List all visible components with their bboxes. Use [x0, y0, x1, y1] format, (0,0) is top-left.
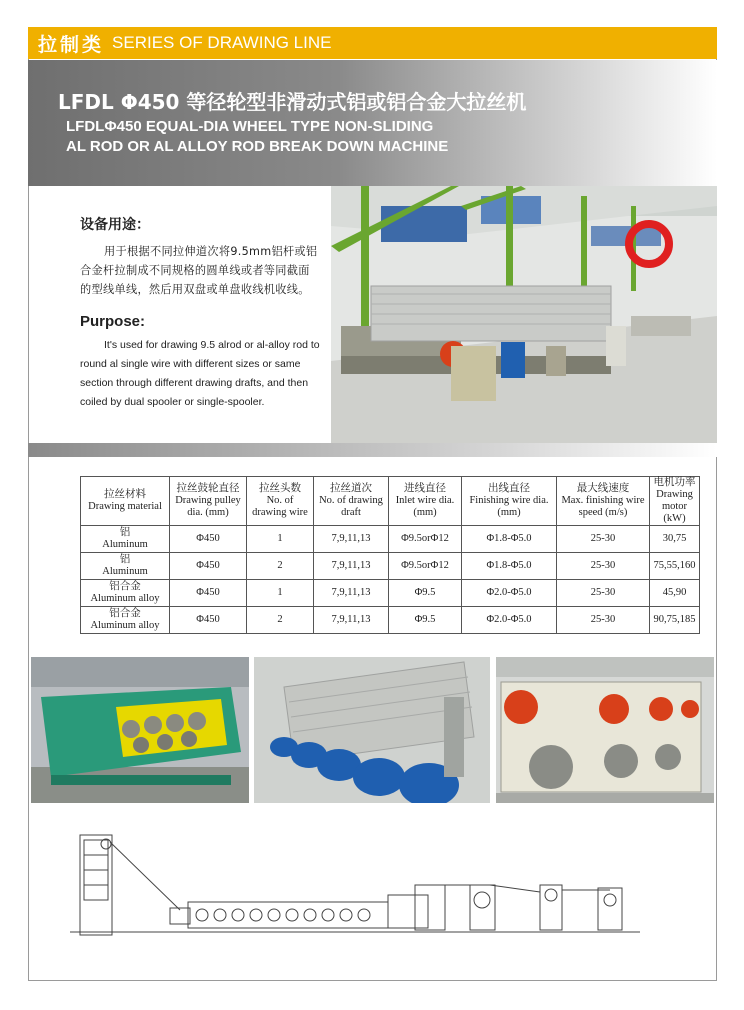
- production-line-diagram: [70, 830, 690, 940]
- table-header-cell: 拉丝鼓轮直径 Drawing pulley dia. (mm): [170, 477, 247, 526]
- drafts-cell: 7,9,11,13: [314, 607, 389, 634]
- machine-photo-motors: [254, 657, 490, 803]
- table-header-cell: 出线直径 Finishing wire dia. (mm): [462, 477, 557, 526]
- purpose-heading-en: Purpose:: [80, 313, 146, 330]
- motor-cell: 45,90: [650, 580, 700, 607]
- pulley-cell: Φ450: [170, 607, 247, 634]
- table-row: [81, 553, 700, 580]
- speed-cell: 25-30: [557, 580, 650, 607]
- product-title-en-line1: LFDLΦ450 EQUAL-DIA WHEEL TYPE NON-SLIDING: [66, 118, 434, 135]
- spec-table: [80, 476, 700, 634]
- finish-cell: Φ2.0-Φ5.0: [462, 607, 557, 634]
- table-row: [81, 607, 700, 634]
- finish-cell: Φ2.0-Φ5.0: [462, 580, 557, 607]
- drafts-cell: 7,9,11,13: [314, 526, 389, 553]
- factory-photo: [331, 186, 717, 443]
- material-cell: 铝 Aluminum: [81, 553, 170, 580]
- inlet-cell: Φ9.5orΦ12: [389, 526, 462, 553]
- inlet-cell: Φ9.5orΦ12: [389, 553, 462, 580]
- machine-photo-pulleys: [496, 657, 714, 803]
- drafts-cell: 7,9,11,13: [314, 553, 389, 580]
- divider-strip: [28, 443, 717, 457]
- table-header-cell: 电机功率 Drawing motor (kW): [650, 477, 700, 526]
- pulley-cell: Φ450: [170, 580, 247, 607]
- table-header-row: [81, 477, 700, 526]
- table-row: [81, 526, 700, 553]
- drafts-cell: 7,9,11,13: [314, 580, 389, 607]
- material-cell: 铝 Aluminum: [81, 526, 170, 553]
- pulley-cell: Φ450: [170, 526, 247, 553]
- machine-photo-green: [31, 657, 249, 803]
- finish-cell: Φ1.8-Φ5.0: [462, 526, 557, 553]
- heads-cell: 2: [247, 607, 314, 634]
- table-row: [81, 580, 700, 607]
- material-cell: 铝合金 Aluminum alloy: [81, 607, 170, 634]
- category-label-cn: 拉制类: [38, 33, 105, 56]
- pulley-cell: Φ450: [170, 553, 247, 580]
- table-header-cell: 进线直径 Inlet wire dia. (mm): [389, 477, 462, 526]
- heads-cell: 1: [247, 526, 314, 553]
- speed-cell: 25-30: [557, 607, 650, 634]
- product-title-en: [66, 117, 448, 157]
- motor-cell: 90,75,185: [650, 607, 700, 634]
- inlet-cell: Φ9.5: [389, 580, 462, 607]
- purpose-text-en: It's used for drawing 9.5 alrod or al-alloy rod to round al single wire with different sizes or same section through different drawing drafts, and then coiled by dual spooler or single-spooler.: [80, 339, 320, 408]
- usage-heading-cn: 设备用途：: [80, 217, 150, 233]
- material-cell: 铝合金 Aluminum alloy: [81, 580, 170, 607]
- header-bar: [28, 27, 717, 59]
- usage-section: [80, 214, 320, 412]
- motor-cell: 75,55,160: [650, 553, 700, 580]
- table-header-cell: 拉丝道次 No. of drawing draft: [314, 477, 389, 526]
- heads-cell: 1: [247, 580, 314, 607]
- inlet-cell: Φ9.5: [389, 607, 462, 634]
- table-header-cell: 拉丝材料 Drawing material: [81, 477, 170, 526]
- series-label-en: SERIES OF DRAWING LINE: [112, 33, 332, 52]
- finish-cell: Φ1.8-Φ5.0: [462, 553, 557, 580]
- speed-cell: 25-30: [557, 526, 650, 553]
- usage-text-cn: 用于根据不同拉伸道次将9.5mm铝杆或铝合金杆拉制成不同规格的圆单线或者等同截面的型线单线，然后用双盘或单盘收线机收线。: [80, 245, 318, 296]
- heads-cell: 2: [247, 553, 314, 580]
- product-title-cn: LFDL Φ450 等径轮型非滑动式铝或铝合金大拉丝机: [58, 90, 527, 114]
- table-header-cell: 最大线速度 Max. finishing wire speed (m/s): [557, 477, 650, 526]
- motor-cell: 30,75: [650, 526, 700, 553]
- speed-cell: 25-30: [557, 553, 650, 580]
- product-title-en-line2: AL ROD OR AL ALLOY ROD BREAK DOWN MACHINE: [66, 138, 449, 155]
- table-header-cell: 拉丝头数 No. of drawing wire: [247, 477, 314, 526]
